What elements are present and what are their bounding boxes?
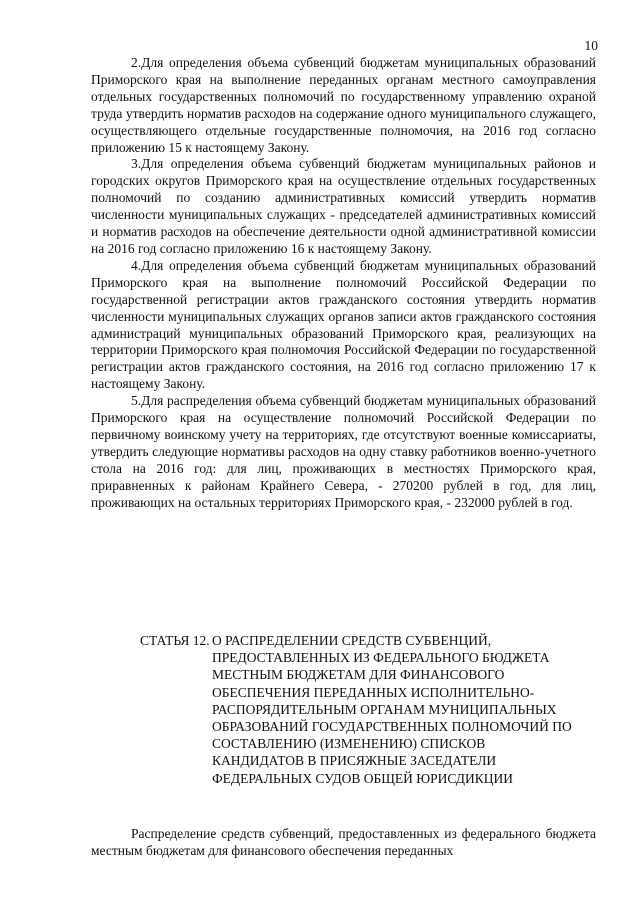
paragraph-5: 5.Для распределения объема субвенций бюджетам муниципальных образований Приморского края на осуществление полномочий Российской Федерации по первичному воинскому учету на территориях, где отсутствуют военные комиссариаты, утвердить следующие нормативы расходов на одну ставку работников военно-учетного стола на 2016 год: для лиц, проживающих в местностях Приморского края, приравненных к районам Крайнего Севера, - 270200 рублей в год, для лиц, проживающих на остальных территориях Приморского края, - 232000 рублей в год. xyxy=(91,393,596,510)
article-title: О РАСПРЕДЕЛЕНИИ СРЕДСТВ СУБВЕНЦИЙ, ПРЕДОСТАВЛЕННЫХ ИЗ ФЕДЕРАЛЬНОГО БЮДЖЕТА МЕСТНЫМ БЮДЖЕТАМ ДЛЯ ФИНАНСОВОГО ОБЕСПЕЧЕНИЯ ПЕРЕДАННЫХ ИСПОЛНИТЕЛЬНО-РАСПОРЯДИТЕЛЬНЫМ ОРГАНАМ МУНИЦИПАЛЬНЫХ ОБРАЗОВАНИЙ ГОСУДАРСТВЕННЫХ ПОЛНОМОЧИЙ ПО СОСТАВЛЕНИЮ (ИЗМЕНЕНИЮ) СПИСКОВ КАНДИДАТОВ В ПРИСЯЖНЫЕ ЗАСЕДАТЕЛИ ФЕДЕРАЛЬНЫХ СУДОВ ОБЩЕЙ ЮРИСДИКЦИИ xyxy=(212,633,572,786)
paragraph-4: 4.Для определения объема субвенций бюджетам муниципальных образований Приморского края на выполнение полномочий Российской Федерации по государственной регистрации актов гражданского состояния утвердить норматив численности муниципальных служащих органов записи актов гражданского состояния администраций муниципальных образований Приморского края, реализующих на территории Приморского края полномочия Российской Федерации по государственной регистрации актов гражданского состояния, на 2016 год согласно приложению 17 к настоящему Закону. xyxy=(91,257,596,392)
paragraph-2: 2.Для определения объема субвенций бюджетам муниципальных образований Приморского края на выполнение переданных органам местного самоуправления отдельных государственных полномочий по государственному управлению охраной труда утвердить норматив расходов на содержание одного муниципального служащего, осуществляющего отдельные государственные полномочия, на 2016 год согласно приложению 15 к настоящему Закону. xyxy=(91,55,596,155)
page-number: 10 xyxy=(584,38,598,53)
article-body xyxy=(91,826,596,860)
document-body xyxy=(91,55,596,511)
article-number: СТАТЬЯ 12. xyxy=(140,633,210,648)
article-paragraph-1: Распределение средств субвенций, предоставленных из федерального бюджета местным бюджетам для финансового обеспечения переданных xyxy=(91,826,596,858)
paragraph-3: 3.Для определения объема субвенций бюджетам муниципальных районов и городских округов Приморского края на осуществление отдельных государственных полномочий по созданию административных комиссий утвердить норматив численности муниципальных служащих - председателей административных комиссий и норматив расходов на обеспечение деятельности одной административной комиссии на 2016 год согласно приложению 16 к настоящему Закону. xyxy=(91,156,596,256)
article-heading xyxy=(140,632,580,787)
